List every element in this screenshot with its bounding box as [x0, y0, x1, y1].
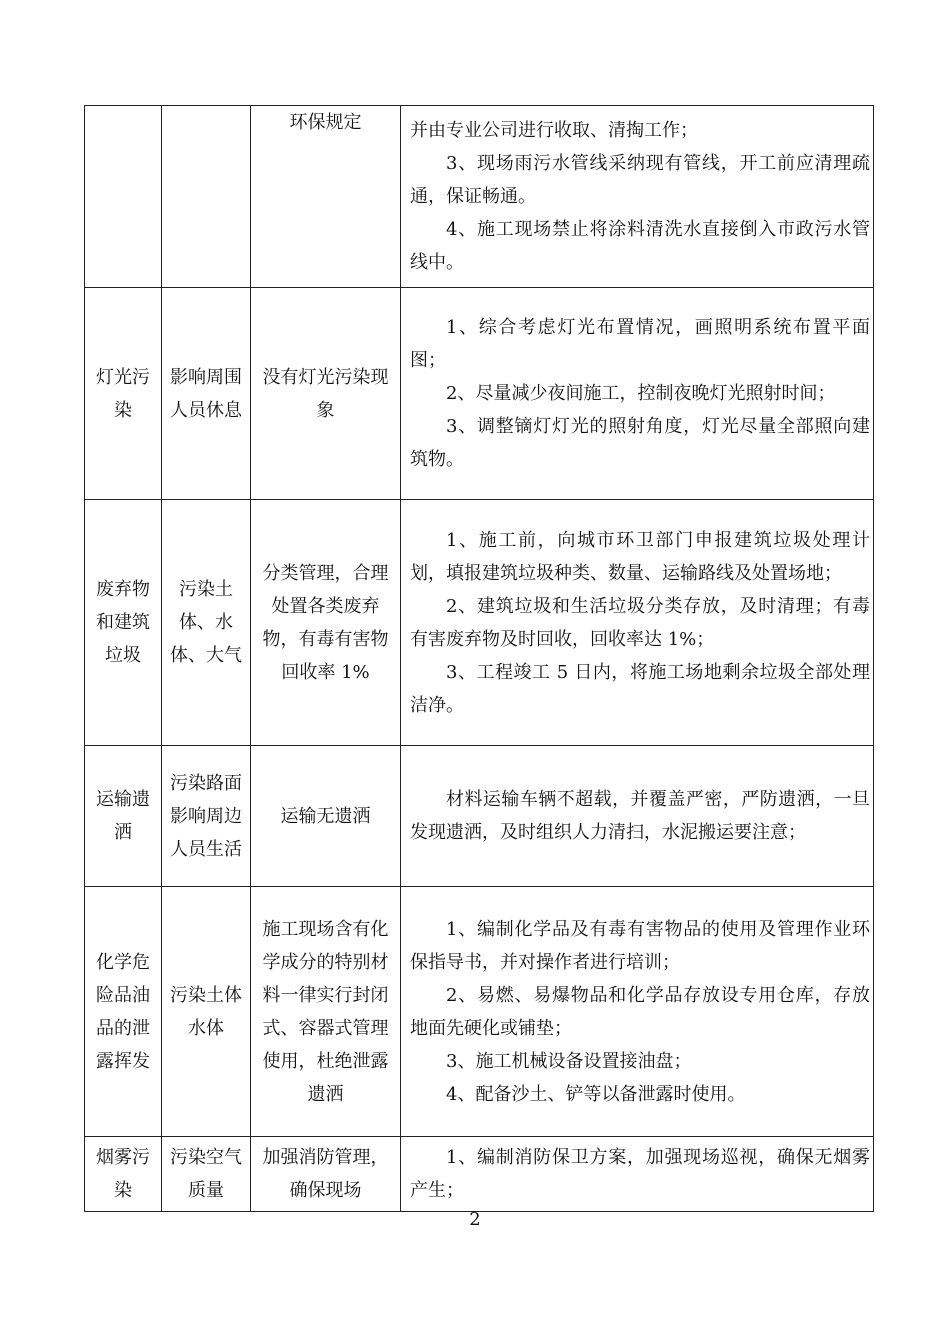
- measure-paragraph: 1、编制消防保卫方案，加强现场巡视，确保无烟雾产生；: [410, 1147, 870, 1201]
- measure-paragraph: 4、配备沙土、铲等以备泄露时使用。: [446, 1083, 746, 1105]
- measure-paragraph: 2、尽量减少夜间施工，控制夜晚灯光照射时间；: [446, 383, 836, 404]
- measure-paragraph: 4、施工现场禁止将涂料清洗水直接倒入市政污水管线中。: [410, 219, 870, 273]
- target-cell: 运输无遗洒: [251, 746, 401, 887]
- table-row: [85, 288, 874, 500]
- pollution-type-cell: 灯光污染: [85, 288, 162, 500]
- measures-cell: [401, 1137, 874, 1212]
- measure-paragraph: 1、施工前，向城市环卫部门申报建筑垃圾处理计划，填报建筑垃圾种类、数量、运输路线及处置场地；: [410, 529, 870, 584]
- target-cell: 施工现场含有化学成分的特别材料一律实行封闭式、容器式管理使用，杜绝泄露遗洒: [251, 887, 401, 1137]
- measure-paragraph: 1、综合考虑灯光布置情况，画照明系统布置平面图；: [410, 317, 870, 371]
- impact-cell: [162, 106, 251, 288]
- measure-paragraph: 3、施工机械设备设置接油盘；: [446, 1050, 692, 1072]
- target-cell: 没有灯光污染现象: [251, 288, 401, 500]
- table-row: [85, 746, 874, 887]
- target-cell: 环保规定: [251, 106, 401, 288]
- measure-paragraph: 3、工程竣工 5 日内，将施工场地剩余垃圾全部处理洁净。: [410, 661, 870, 716]
- impact-cell: 污染土体、水体、大气: [162, 500, 251, 746]
- table-row: [85, 106, 874, 288]
- environmental-measures-table: [84, 105, 874, 1212]
- measures-cell: [401, 500, 874, 746]
- measures-cell: [401, 746, 874, 887]
- pollution-type-cell: 废弃物和建筑垃圾: [85, 500, 162, 746]
- impact-cell: 污染路面影响周边人员生活: [162, 746, 251, 887]
- measure-paragraph: 1、编制化学品及有毒有害物品的使用及管理作业环保指导书，并对操作者进行培训；: [410, 918, 870, 973]
- measures-cell: [401, 106, 874, 288]
- table-row: [85, 1137, 874, 1212]
- impact-cell: 污染空气质量: [162, 1137, 251, 1212]
- measures-cell: [401, 887, 874, 1137]
- impact-cell: 影响周围人员休息: [162, 288, 251, 500]
- target-cell: 分类管理，合理处置各类废弃物，有毒有害物回收率 1%: [251, 500, 401, 746]
- measure-paragraph: 2、建筑垃圾和生活垃圾分类存放，及时清理；有毒有害废弃物及时回收，回收率达 1%；: [410, 595, 870, 650]
- pollution-type-cell: 化学危险品油品的泄露挥发: [85, 887, 162, 1137]
- table-row: [85, 500, 874, 746]
- pollution-type-cell: [85, 106, 162, 288]
- measure-paragraph: 3、调整镝灯灯光的照射角度，灯光尽量全部照向建筑物。: [410, 416, 870, 470]
- pollution-type-cell: 烟雾污染: [85, 1137, 162, 1212]
- measure-paragraph: 3、现场雨污水管线采纳现有管线，开工前应清理疏通，保证畅通。: [410, 153, 870, 207]
- impact-cell: 污染土体水体: [162, 887, 251, 1137]
- measure-paragraph: 并由专业公司进行收取、清掏工作；: [410, 120, 698, 141]
- page-number: 2: [469, 1209, 481, 1230]
- target-cell: 加强消防管理，确保现场: [251, 1137, 401, 1212]
- measure-paragraph: 2、易燃、易爆物品和化学品存放设专用仓库，存放地面先硬化或铺垫；: [410, 984, 870, 1039]
- pollution-type-cell: 运输遗洒: [85, 746, 162, 887]
- table-row: [85, 887, 874, 1137]
- measure-paragraph: 材料运输车辆不超载，并覆盖严密，严防遗洒，一旦发现遗洒，及时组织人力清扫，水泥搬运要注意；: [410, 789, 870, 843]
- measures-cell: [401, 288, 874, 500]
